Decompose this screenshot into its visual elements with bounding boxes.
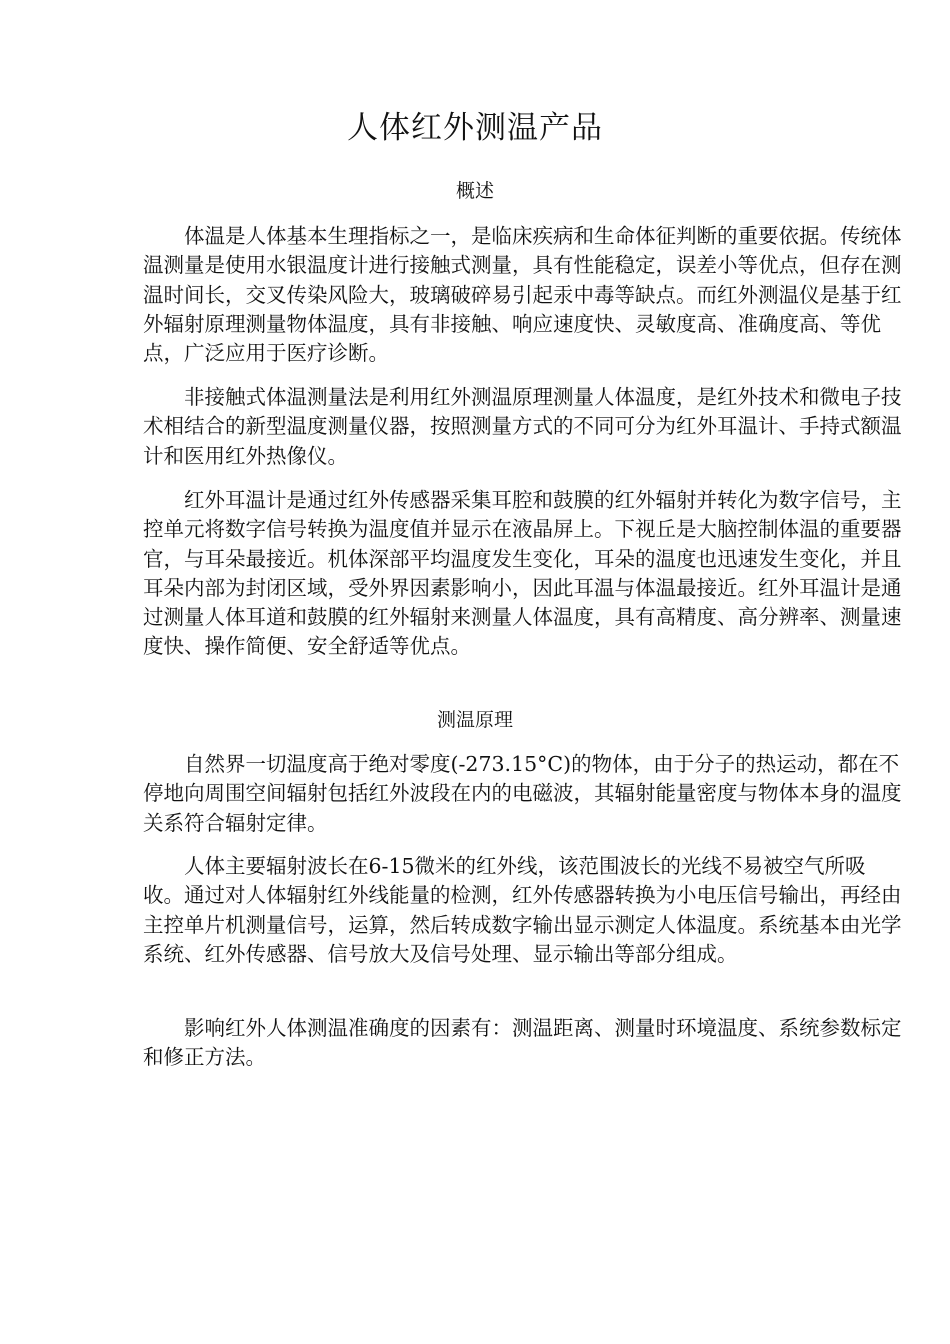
section-heading-principle: 测温原理 xyxy=(436,709,513,731)
paragraph-overview-1: 体温是人体基本生理指标之一，是临床疾病和生命体征判断的重要依据。传统体温测量是使用水银温度计进行接触式测量，具有性能稳定，误差小等优点，但存在测温时间长，交叉传染风险大，玻璃破碎易引起汞中毒等缺点。而红外测温仪是基于红外辐射原理测量物体温度，具有非接触、响应速度快、灵敏度高、准确度高、等优点，广泛应用于医疗诊断。 xyxy=(143,224,902,366)
section-heading-overview: 概述 xyxy=(455,180,494,202)
document-title: 人体红外测温产品 xyxy=(347,110,603,146)
paragraph-overview-2: 非接触式体温测量法是利用红外测温原理测量人体温度，是红外技术和微电子技术相结合的新型温度测量仪器，按照测量方式的不同可分为红外耳温计、手持式额温计和医用红外热像仪。 xyxy=(143,385,902,468)
paragraph-principle-1: 自然界一切温度高于绝对零度(-273.15°C)的物体，由于分子的热运动，都在不停地向周围空间辐射包括红外波段在内的电磁波，其辐射能量密度与物体本身的温度关系符合辐射定律。 xyxy=(143,752,902,835)
paragraph-overview-3: 红外耳温计是通过红外传感器采集耳腔和鼓膜的红外辐射并转化为数字信号，主控单元将数字信号转换为温度值并显示在液晶屏上。下视丘是大脑控制体温的重要器官，与耳朵最接近。机体深部平均温度发生变化，耳朵的温度也迅速发生变化，并且耳朵内部为封闭区域，受外界因素影响小，因此耳温与体温最接近。红外耳温计是通过测量人体耳道和鼓膜的红外辐射来测量人体温度，具有高精度、高分辨率、测量速度快、操作简便、安全舒适等优点。 xyxy=(143,488,902,659)
paragraph-principle-2: 人体主要辐射波长在6-15微米的红外线，该范围波长的光线不易被空气所吸收。通过对人体辐射红外线能量的检测，红外传感器转换为小电压信号输出，再经由主控单片机测量信号，运算，然后转成数字输出显示测定人体温度。系统基本由光学系统、红外传感器、信号放大及信号处理、显示输出等部分组成。 xyxy=(143,854,902,966)
paragraph-principle-3: 影响红外人体测温准确度的因素有：测温距离、测量时环境温度、系统参数标定和修正方法。 xyxy=(143,1016,902,1070)
